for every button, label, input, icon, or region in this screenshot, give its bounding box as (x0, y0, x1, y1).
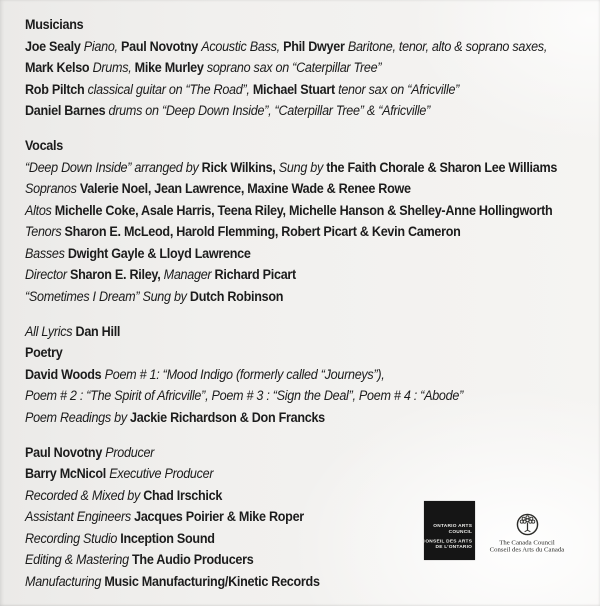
credits-text (25, 14, 557, 592)
canada-council-line-french: Conseil des Arts du Canada (489, 545, 565, 554)
ontario-arts-council-logo (421, 501, 475, 560)
vocals-line (25, 200, 557, 222)
text-segment: Daniel Barnes (25, 103, 109, 118)
text-segment: Acoustic Bass, (201, 38, 284, 54)
musicians-line (25, 57, 557, 79)
text-segment: “Sometimes I Dream” Sung by (25, 288, 190, 304)
text-segment: Sharon E. McLeod, Harold Flemming, Robert Picart & Kevin Cameron (64, 224, 461, 239)
text-segment: Poem Readings by (25, 409, 131, 425)
text-segment: Sung by (278, 159, 327, 175)
musicians-line (25, 100, 557, 122)
musicians-line (25, 14, 557, 36)
text-segment: Tenors (25, 224, 65, 239)
text-segment: Poetry (25, 345, 63, 360)
vocals-line (25, 157, 557, 179)
section-poetry (25, 342, 557, 428)
text-segment: Paul Novotny (25, 444, 106, 460)
text-segment: the Faith Chorale & Sharon Lee Williams (326, 159, 558, 175)
text-segment: Poem # 1: “Mood Indigo (formerly called “Journeys”), (104, 366, 385, 382)
text-segment: Executive Producer (109, 466, 214, 481)
lyrics-line (25, 321, 557, 343)
text-segment: Vocals (25, 138, 63, 153)
text-segment: Baritone, tenor, alto & soprano saxes, (347, 38, 548, 54)
production-line (25, 442, 557, 464)
text-segment: Mark Kelso (25, 60, 93, 75)
text-segment: Musicians (25, 17, 84, 32)
vocals-line (25, 243, 557, 265)
text-segment: Phil Dwyer (283, 38, 348, 54)
text-segment: Director (25, 267, 71, 282)
text-segment: The Audio Producers (132, 552, 254, 567)
production-line (25, 485, 557, 507)
text-segment: Sopranos (25, 181, 80, 196)
production-line (25, 463, 557, 485)
text-segment: Michael Stuart (252, 81, 339, 97)
vocals-line (25, 221, 557, 243)
text-segment: tenor sax on “Africville” (338, 81, 460, 97)
text-segment: Assistant Engineers (25, 509, 135, 524)
musicians-line (25, 36, 557, 58)
text-segment: Recorded & Mixed by (25, 487, 144, 503)
text-segment: Mike Murley (134, 60, 207, 75)
text-segment: Dan Hill (75, 323, 121, 339)
vocals-line (25, 286, 557, 308)
text-segment: classical guitar on “The Road”, (87, 81, 253, 97)
text-segment: Manufacturing (25, 573, 105, 589)
text-segment: All Lyrics (25, 323, 76, 339)
canada-council-logo (485, 513, 569, 555)
text-segment: Dwight Gayle & Lloyd Lawrence (67, 245, 251, 261)
text-segment: Paul Novotny (120, 38, 202, 54)
text-segment: Inception Sound (120, 530, 215, 546)
text-segment: Drums, (92, 60, 135, 75)
text-segment: Rob Piltch (25, 81, 88, 97)
text-segment: Chad Irschick (143, 487, 223, 503)
canada-council-text (489, 539, 565, 553)
production-line (25, 528, 557, 550)
text-segment: Manager (163, 267, 215, 282)
text-segment: Barry McNicol (25, 466, 110, 481)
canada-council-line-english: The Canada Council (499, 538, 555, 547)
canada-council-tree-icon (516, 513, 539, 536)
production-line (25, 506, 557, 528)
text-segment: Jackie Richardson & Don Francks (130, 409, 325, 425)
oac-line-french-2: DE L’ONTARIO (435, 544, 472, 550)
production-line (25, 549, 557, 571)
text-segment: Altos (25, 202, 55, 218)
text-segment: Basses (25, 245, 68, 261)
musicians-line (25, 79, 557, 101)
poetry-line (25, 385, 557, 407)
section-production (25, 442, 557, 593)
text-segment: Producer (105, 444, 155, 460)
vocals-line (25, 178, 557, 200)
text-segment: Editing & Mastering (25, 552, 133, 567)
oac-line-french-1: CONSEIL DES ARTS (421, 539, 472, 544)
oac-line-english-2: COUNCIL (448, 529, 472, 534)
text-segment: Sharon E. Riley, (70, 267, 164, 282)
text-segment: Recording Studio (25, 530, 121, 546)
section-musicians (25, 14, 557, 122)
poetry-line (25, 407, 557, 429)
text-segment: Poem # 2 : “The Spirit of Africville”, Poem # 3 : “Sign the Deal”, Poem # 4 : “Abode” (25, 388, 463, 403)
poetry-line (25, 364, 557, 386)
text-segment: Jacques Poirier & Mike Roper (134, 509, 304, 524)
text-segment: Joe Sealy (25, 38, 84, 54)
text-segment: Piano, (83, 38, 121, 54)
ontario-arts-council-text (421, 524, 472, 550)
text-segment: Michelle Coke, Asale Harris, Teena Riley, Michelle Hanson & Shelley-Anne Hollingworth (54, 202, 553, 218)
text-segment: “Deep Down Inside” arranged by (25, 159, 202, 175)
oac-line-english-1: ONTARIO ARTS (433, 524, 472, 529)
text-segment: Richard Picart (214, 267, 296, 282)
section-lyrics (25, 321, 557, 343)
text-segment: David Woods (25, 366, 105, 382)
text-segment: soprano sax on “Caterpillar Tree” (206, 60, 382, 75)
text-segment: Rick Wilkins, (201, 159, 279, 175)
vocals-line (25, 135, 557, 157)
poetry-line (25, 342, 557, 364)
vocals-line (25, 264, 557, 286)
section-vocals (25, 135, 557, 307)
production-line (25, 571, 557, 593)
text-segment: drums on “Deep Down Inside”, “Caterpillar Tree” & “Africville” (108, 103, 431, 118)
text-segment: Valerie Noel, Jean Lawrence, Maxine Wade & Renee Rowe (79, 181, 411, 196)
text-segment: Music Manufacturing/Kinetic Records (104, 573, 320, 589)
text-segment: Dutch Robinson (189, 288, 284, 304)
